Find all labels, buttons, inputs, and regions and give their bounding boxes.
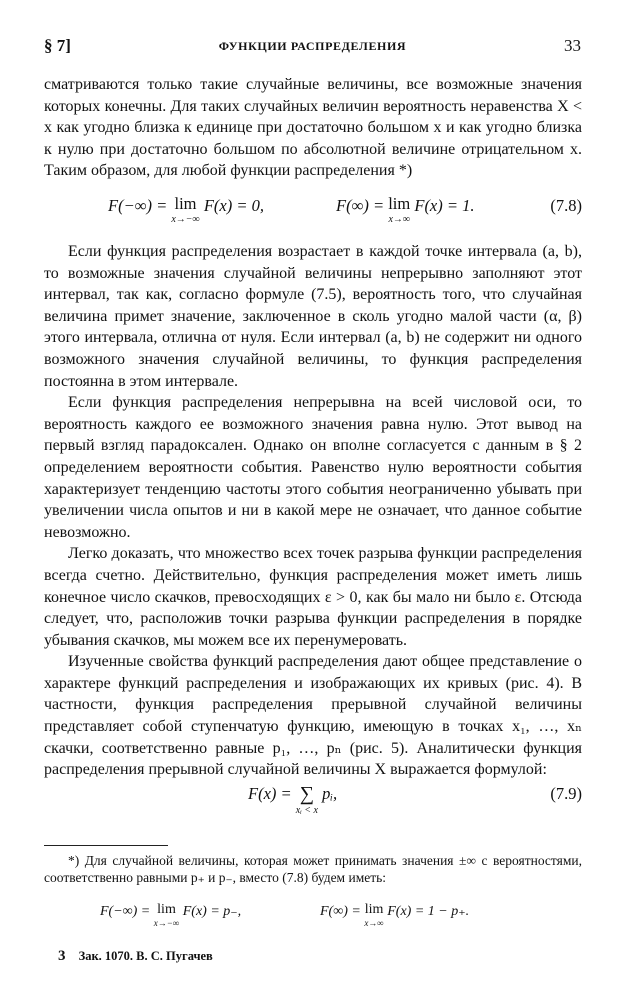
section-ref: § 7] xyxy=(44,36,71,55)
running-title: ФУНКЦИИ РАСПРЕДЕЛЕНИЯ xyxy=(218,39,407,53)
page-number: 33 xyxy=(564,36,581,55)
fn-lim-a: lim x→−∞ xyxy=(153,902,180,928)
footnote xyxy=(44,852,582,886)
fn-right-a: F(x) = p₋, xyxy=(182,904,242,919)
fn-left-b: F(∞) = xyxy=(320,904,361,919)
footnote-rule xyxy=(44,845,168,846)
eq79-right: pᵢ, xyxy=(322,784,338,803)
sheet-number: 3 xyxy=(58,948,66,964)
imprint-text: Зак. 1070. В. С. Пугачев xyxy=(78,949,213,963)
eq78-lim-b: lim x→∞ xyxy=(388,194,411,225)
eq78-lim-a: lim x→−∞ xyxy=(171,194,200,225)
printer-imprint xyxy=(58,948,213,965)
paragraph-1: сматриваются только такие случайные величины, все возможные значения которых конечны. Для таких случайных величин вероятность неравенства X < x как угодно близка к единице при достаточно большом x и как угодно близка к нулю при достаточно большом по абсолютной величине отрицательном x. Таким образом, для любой функции распределения *) xyxy=(44,76,582,180)
paragraph-2: Если функция распределения возрастает в каждой точке интервала (a, b), то возможные значения случайной величины непрерывно заполняют этот интервал, так как, согласно формуле (7.5), вероятность того, что случайная величина примет значение, заключенное в сколь угодно малой части (α, β) этого интервала, отлична от нуля. Если интервал (a, b) не содержит ни одного возможного значения случайной величины, то функция распределения постоянна в этом интервале. xyxy=(44,243,582,390)
eq78-left-b: F(∞) = xyxy=(336,196,385,215)
paragraph-4: Легко доказать, что множество всех точек разрыва функции распределения всегда счетно. Действительно, функция распределения может иметь лишь конечное число скачков, превосходящих ε > 0, как бы мало ни было ε. Отсюда следует, что, расположив точки разрыва функции распределения в порядке убывания скачков, мы можем все их перенумеровать. xyxy=(44,545,582,649)
fn-sub-a: x→−∞ xyxy=(153,918,180,928)
equation-7-9 xyxy=(44,784,582,824)
fn-left-a: F(−∞) = xyxy=(100,904,151,919)
eq79-sub: xᵢ < x xyxy=(295,805,318,816)
eq78-right-b: F(x) = 1. xyxy=(414,196,475,215)
eq78-sub-b: x→∞ xyxy=(388,213,411,225)
eq79-number: (7.9) xyxy=(550,784,582,803)
paragraph-1-block xyxy=(44,74,582,182)
footnote-equation xyxy=(44,903,582,929)
equation-7-8 xyxy=(44,196,582,226)
eq78-sub-a: x→−∞ xyxy=(171,213,200,225)
eq79-left: F(x) = xyxy=(248,784,292,803)
paragraph-3: Если функция распределения непрерывна на всей числовой оси, то вероятность каждого ее возможного значения равна нулю. Этот вывод на первый взгляд парадоксален. Однако он вполне согласуется с данным в § 2 определением вероятности события. Равенство нулю вероятности события характеризует тенденцию частоты этого события неограниченно убывать при увеличении числа опытов и ни в какой мере не означает, что данное событие невозможно. xyxy=(44,394,582,541)
fn-right-b: F(x) = 1 − p₊. xyxy=(387,904,470,919)
eq79-sum: ∑ xᵢ < x xyxy=(295,783,318,816)
footnote-text: *) Для случайной величины, которая может принимать значения ±∞ с вероятностями, соответственно равными p₊ и p₋, вместо (7.8) будем иметь: xyxy=(44,853,582,885)
main-text-block xyxy=(44,241,582,781)
eq78-number: (7.8) xyxy=(550,196,582,215)
paragraph-5: Изученные свойства функций распределения дают общее представление о характере функций распределения и изображающих их кривых (рис. 4). В частности, функция распределения прерывной случайной величины представляет собой ступенчатую функцию, имеющую в точках x₁, …, xₙ скачки, соответственно равные p₁, …, pₙ (рис. 5). Аналитически функция распределения прерывной случайной величины X выражается формулой: xyxy=(44,653,582,779)
eq78-right-a: F(x) = 0, xyxy=(203,196,264,215)
fn-sub-b: x→∞ xyxy=(364,918,384,928)
running-header xyxy=(44,36,581,58)
eq78-left-a: F(−∞) = xyxy=(108,196,168,215)
fn-lim-b: lim x→∞ xyxy=(364,902,384,928)
